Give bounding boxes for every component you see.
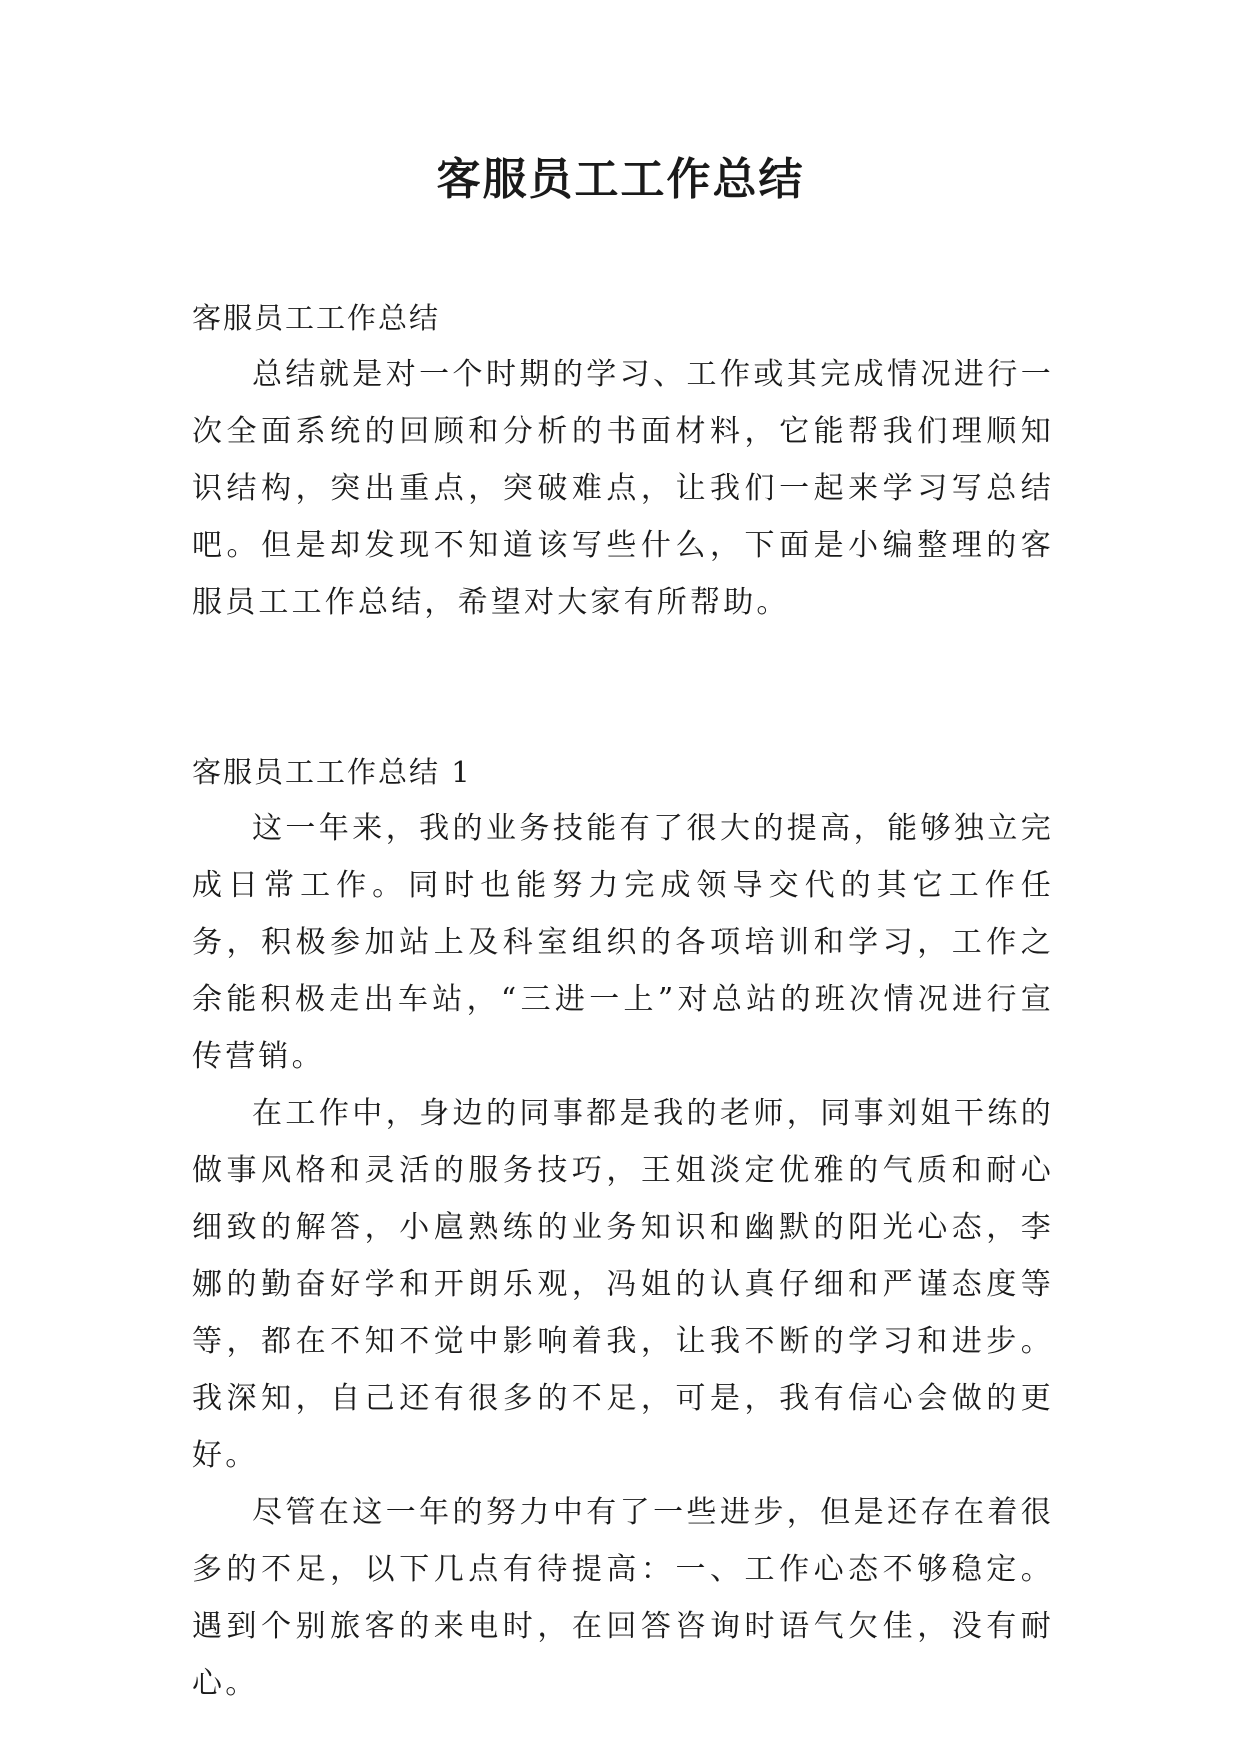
document-body: [192, 290, 1054, 1712]
section1-heading: 客服员工工作总结 1: [192, 755, 472, 789]
section1-paragraph-2: 在工作中，身边的同事都是我的老师，同事刘姐干练的做事风格和灵活的服务技巧，王姐淡定优雅的气质和耐心细致的解答，小扈熟练的业务知识和幽默的阳光心态，李娜的勤奋好学和开朗乐观，冯姐的认真仔细和严谨态度等等，都在不知不觉中影响着我，让我不断的学习和进步。我深知，自己还有很多的不足，可是，我有信心会做的更好。: [192, 1096, 1054, 1473]
document-title: 客服员工工作总结: [436, 154, 805, 205]
intro-heading: 客服员工工作总结: [192, 301, 441, 335]
intro-paragraph: 总结就是对一个时期的学习、工作或其完成情况进行一次全面系统的回顾和分析的书面材料，它能帮我们理顺知识结构，突出重点，突破难点，让我们一起来学习写总结吧。但是却发现不知道该写些什么，下面是小编整理的客服员工工作总结，希望对大家有所帮助。: [192, 357, 1054, 620]
section1-paragraph-3: 尽管在这一年的努力中有了一些进步，但是还存在着很多的不足，以下几点有待提高：一、工作心态不够稳定。遇到个别旅客的来电时，在回答咨询时语气欠佳，没有耐心。: [192, 1495, 1054, 1701]
section1-paragraph-1: 这一年来，我的业务技能有了很大的提高，能够独立完成日常工作。同时也能努力完成领导交代的其它工作任务，积极参加站上及科室组织的各项培训和学习，工作之余能积极走出车站，“三进一上”对总站的班次情况进行宣传营销。: [192, 811, 1054, 1074]
section-spacer: [192, 631, 1054, 744]
